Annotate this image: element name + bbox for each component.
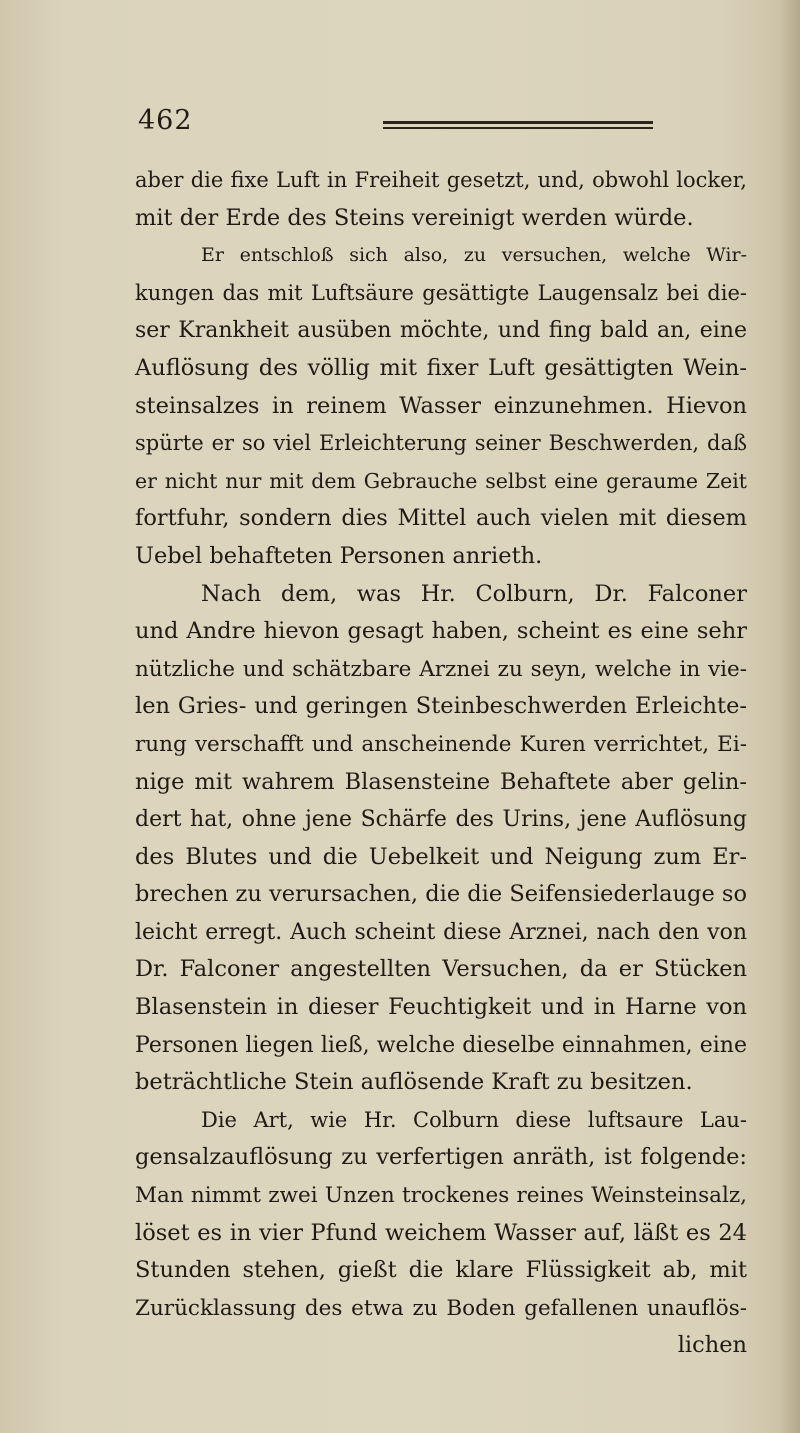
text-line: Man nimmt zwei Unzen trockenes reines Weinsteinsalz,	[135, 1183, 747, 1209]
text-line: nützliche und schätzbare Arznei zu seyn, welche in vie-	[135, 656, 747, 682]
text-line: len Gries- und geringen Steinbeschwerden Erleichte-	[135, 693, 747, 720]
text-line: Zurücklassung des etwa zu Boden gefallenen unauflös-	[135, 1295, 747, 1321]
text-line: lichen	[677, 1332, 747, 1359]
text-line: Stunden stehen, gießt die klare Flüssigkeit ab, mit	[135, 1257, 747, 1284]
text-line: gensalzauflösung zu verfertigen anräth, ist folgende:	[135, 1144, 747, 1171]
text-line: Personen liegen ließ, welche dieselbe einnahmen, eine	[135, 1032, 747, 1058]
text-line: nige mit wahrem Blasensteine Behaftete aber gelin-	[135, 768, 747, 795]
text-line: mit der Erde des Steins vereinigt werden würde.	[135, 204, 694, 231]
text-line: aber die fixe Luft in Freiheit gesetzt, und, obwohl locker,	[135, 168, 747, 192]
page-number: 462	[138, 105, 193, 136]
text-line: Die Art, wie Hr. Colburn diese luftsaure Lau-	[201, 1107, 747, 1132]
text-line: er nicht nur mit dem Gebrauche selbst eine geraume Zeit	[135, 468, 747, 493]
text-line: rung verschafft und anscheinende Kuren verrichtet, Ei-	[135, 731, 747, 757]
text-line: leicht erregt. Auch scheint diese Arznei, nach den von	[135, 919, 747, 945]
text-line: Uebel behafteten Personen anrieth.	[135, 542, 543, 569]
text-line: beträchtliche Stein auflösende Kraft zu besitzen.	[135, 1069, 693, 1096]
text-line: ser Krankheit ausüben möchte, und fing bald an, eine	[135, 318, 747, 344]
header-rule	[383, 121, 653, 129]
text-line: dert hat, ohne jene Schärfe des Urins, jene Auflösung	[135, 807, 747, 833]
text-line: steinsalzes in reinem Wasser einzunehmen. Hievon	[135, 392, 747, 419]
text-line: kungen das mit Luftsäure gesättigte Laugensalz bei die-	[135, 280, 747, 305]
text-line: Nach dem, was Hr. Colburn, Dr. Falconer	[201, 580, 747, 607]
text-line: fortfuhr, sondern dies Mittel auch vielen mit diesem	[135, 505, 747, 532]
text-line: Er entschloß sich also, zu versuchen, welche Wir-	[201, 244, 747, 267]
text-line: Auflösung des völlig mit fixer Luft gesättigten Wein-	[135, 354, 747, 381]
text-line: Blasenstein in dieser Feuchtigkeit und in Harne von	[135, 994, 747, 1021]
text-line: Dr. Falconer angestellten Versuchen, da er Stücken	[135, 956, 747, 983]
text-line: des Blutes und die Uebelkeit und Neigung zum Er-	[135, 843, 747, 870]
text-line: spürte er so viel Erleichterung seiner Beschwerden, daß	[135, 431, 747, 456]
text-line: und Andre hievon gesagt haben, scheint es eine sehr	[135, 618, 747, 645]
text-line: löset es in vier Pfund weichem Wasser auf, läßt es 24	[135, 1219, 747, 1246]
text-line: brechen zu verursachen, die die Seifensiederlauge so	[135, 881, 748, 908]
page-header	[138, 105, 738, 145]
body-text	[135, 162, 747, 1365]
